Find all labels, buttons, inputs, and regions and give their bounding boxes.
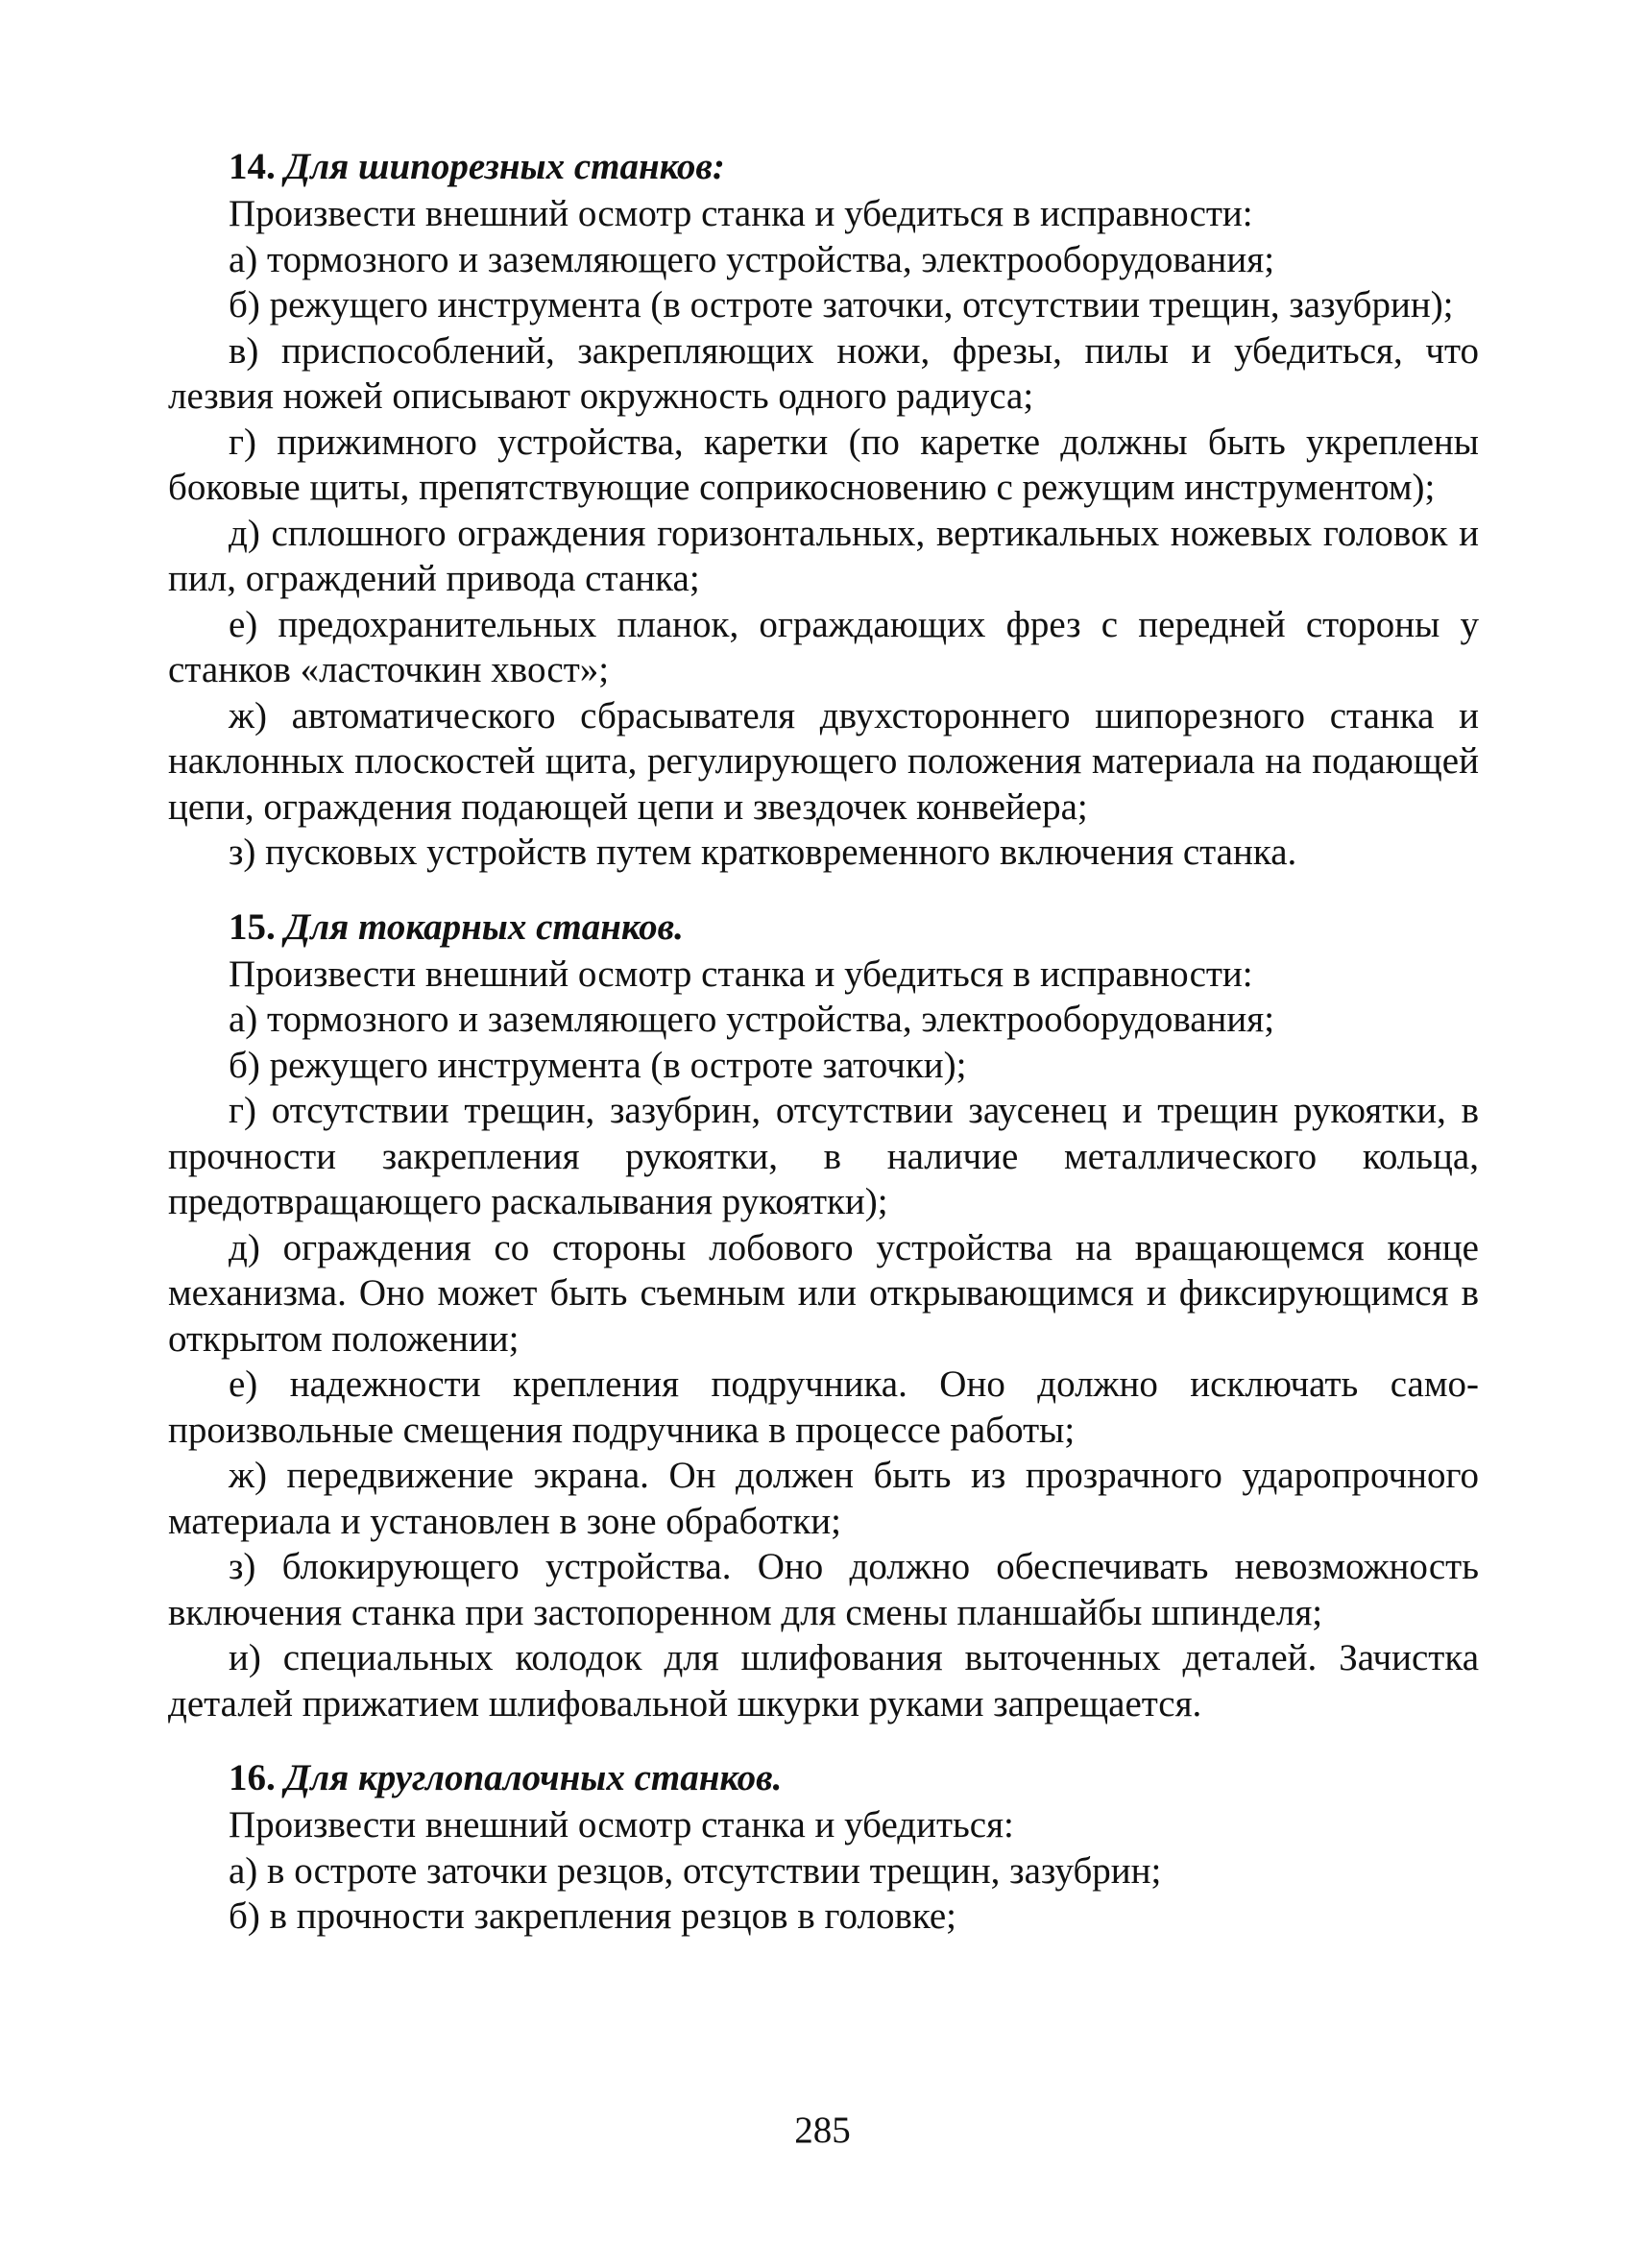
section-title: Для круглопалочных станков.: [284, 1757, 783, 1798]
paragraph: б) в прочности закрепления резцов в головке;: [229, 1895, 956, 1937]
paragraph: Произвести внешний осмотр станка и убедиться:: [229, 1804, 1014, 1846]
paragraph: б) режущего инструмента (в остроте заточки, отсутствии трещин, зазубрин);: [229, 284, 1454, 326]
section-heading: [168, 905, 1479, 950]
section-title: Для шипорезных станков:: [284, 146, 725, 187]
paragraph: з) пусковых устройств путем кратковременного включения станка.: [229, 832, 1297, 873]
paragraph: д) сплошного ограждения горизонтальных, вертикальных ножевых головок и пил, ограждений привода станка;: [168, 512, 1479, 599]
section-heading: [168, 144, 1479, 189]
paragraph: в) приспособлений, закрепляющих ножи, фрезы, пилы и убедиться, что лезвия ножей описывают окружность одного радиуса;: [168, 329, 1479, 417]
page-body: [168, 144, 1479, 1968]
paragraph: г) прижимного устройства, каретки (по каретке должны быть укреплены боковые щиты, препятствующие соприкосновению с режущим инструментом);: [168, 421, 1479, 508]
section-title: Для токарных станков.: [284, 905, 684, 948]
paragraph: е) надежности крепления подручника. Оно должно исключать самопроизвольные смещения подручника в процессе работы;: [168, 1363, 1479, 1451]
paragraph: а) в остроте заточки резцов, отсутствии трещин, зазубрин;: [229, 1849, 1162, 1892]
paragraph: а) тормозного и заземляющего устройства, электрооборудования;: [229, 999, 1275, 1040]
paragraph: Произвести внешний осмотр станка и убедиться в исправности:: [229, 193, 1253, 234]
section-15: [168, 905, 1479, 1727]
paragraph: ж) передвижение экрана. Он должен быть из прозрачного ударопрочного материала и установлен в зоне обработки;: [168, 1455, 1479, 1542]
paragraph: д) ограждения со стороны лобового устройства на вращающемся конце механизма. Оно может быть съемным или открывающимся и фиксирующимся в открытом положении;: [168, 1226, 1479, 1360]
paragraph: з) блокирующего устройства. Оно должно обеспечивать невозможность включения станка при застопоренном для смены планшайбы шпинделя;: [168, 1546, 1479, 1633]
paragraph: а) тормозного и заземляющего устройства, электрооборудования;: [229, 238, 1275, 280]
section-14: [168, 144, 1479, 876]
page-number: 285: [794, 2110, 851, 2151]
section-number: 15.: [229, 905, 276, 948]
paragraph: и) специальных колодок для шлифования выточенных деталей. Зачистка деталей прижатием шлифовальной шкурки руками запрещается.: [168, 1637, 1479, 1725]
section-number: 16.: [229, 1757, 276, 1798]
section-heading: [168, 1755, 1479, 1800]
paragraph: Произвести внешний осмотр станка и убедиться в исправности:: [229, 953, 1253, 995]
paragraph: г) отсутствии трещин, зазубрин, отсутствии заусенец и трещин рукоятки, в прочности закрепления рукоятки, в наличие металлического кольца, предотвращающего раскалывания рукоятки);: [168, 1090, 1479, 1222]
paragraph: ж) автоматического сбрасывателя двухстороннего шипорезного станка и наклонных плоскостей щита, регулирующего положения материала на подающей цепи, ограждения подающей цепи и звездочек конвейера;: [168, 694, 1479, 828]
section-number: 14.: [229, 146, 276, 187]
section-16: [168, 1755, 1479, 1940]
paragraph: б) режущего инструмента (в остроте заточки);: [229, 1044, 967, 1086]
paragraph: е) предохранительных планок, ограждающих фрез с передней стороны у станков «ласточкин хвост»;: [168, 603, 1479, 690]
